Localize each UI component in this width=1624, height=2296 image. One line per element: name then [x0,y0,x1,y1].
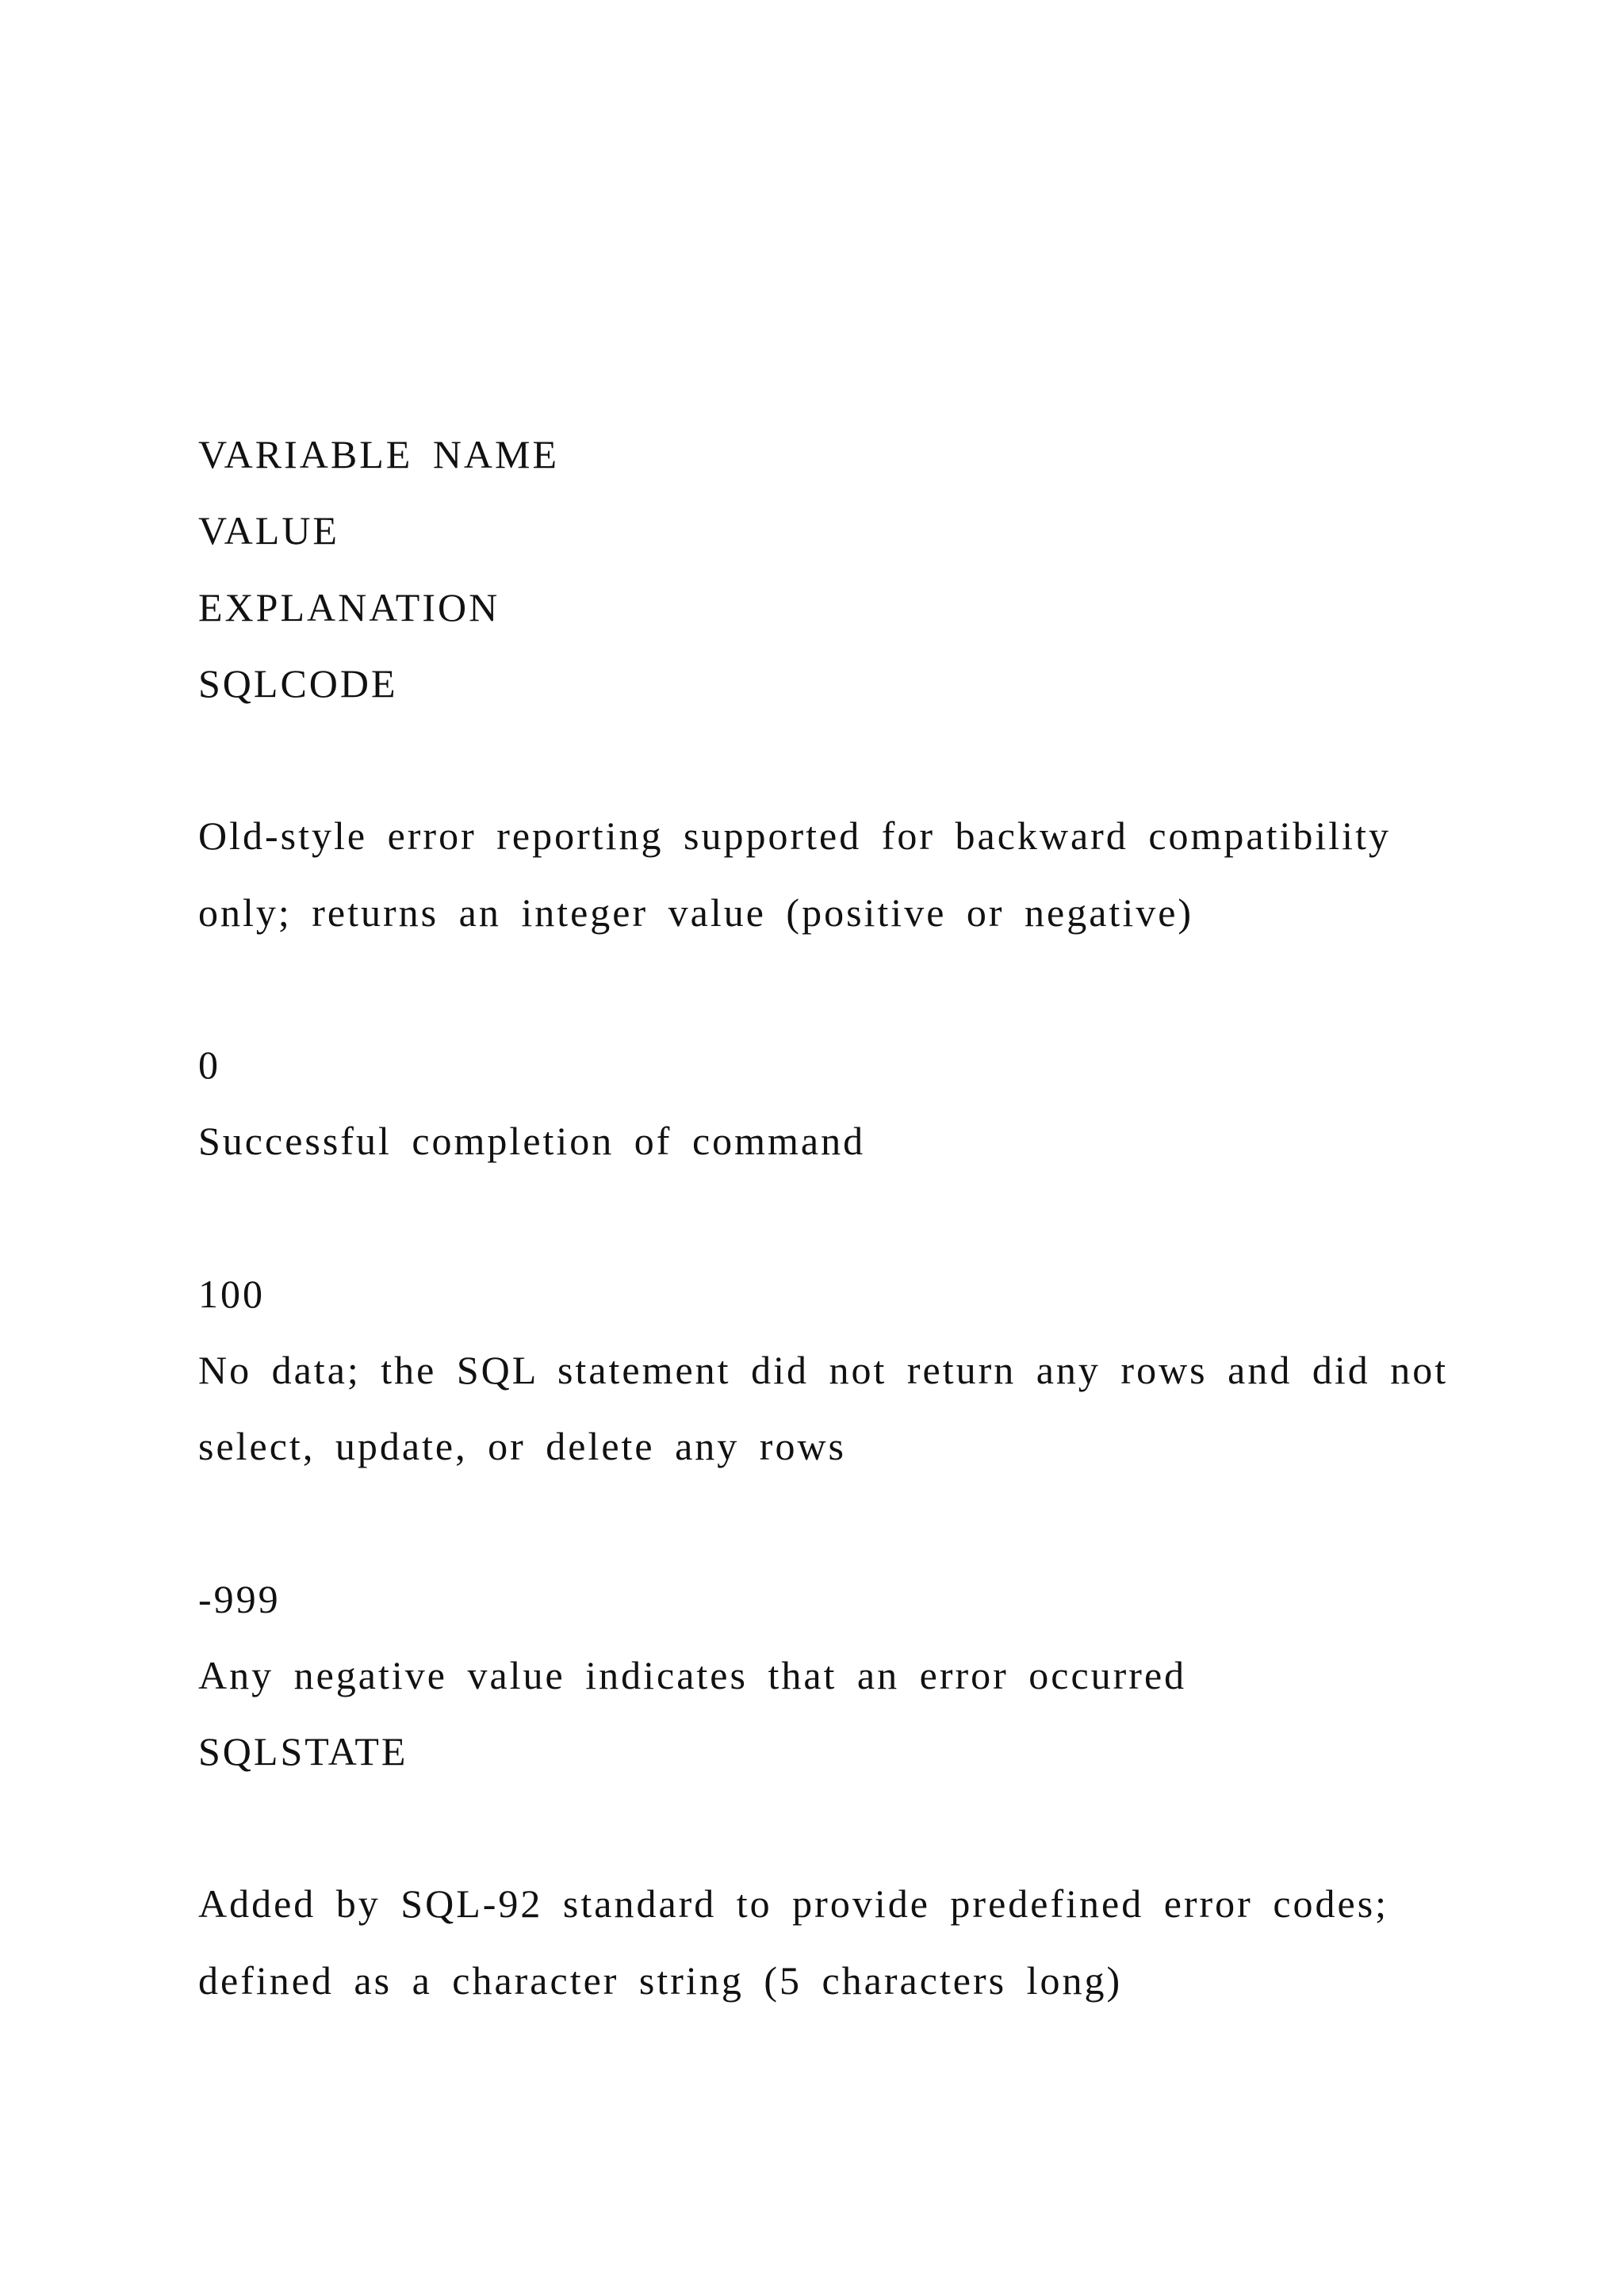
value-zero-explanation: Successful completion of command [198,1119,866,1163]
sqlstate-description-line-2: defined as a character string (5 characters long) [198,1958,1123,2003]
value-negative-explanation: Any negative value indicates that an error occurred [198,1653,1187,1697]
value-100-explanation-line-1: No data; the SQL statement did not return any rows and did not [198,1348,1449,1392]
sqlcode-description-line-2: only; returns an integer value (positive or negative) [198,890,1194,935]
header-variable-name: VARIABLE NAME [198,432,560,476]
header-value: VALUE [198,508,339,553]
value-negative-999: -999 [198,1577,281,1621]
variable-sqlstate: SQLSTATE [198,1729,408,1774]
value-100: 100 [198,1272,265,1316]
sqlcode-description-line-1: Old-style error reporting supported for backward compatibility [198,813,1391,858]
value-100-explanation-line-2: select, update, or delete any rows [198,1424,847,1468]
sqlstate-description-line-1: Added by SQL-92 standard to provide predefined error codes; [198,1881,1389,1926]
variable-sqlcode: SQLCODE [198,661,398,706]
value-zero: 0 [198,1043,220,1087]
header-explanation: EXPLANATION [198,585,500,629]
